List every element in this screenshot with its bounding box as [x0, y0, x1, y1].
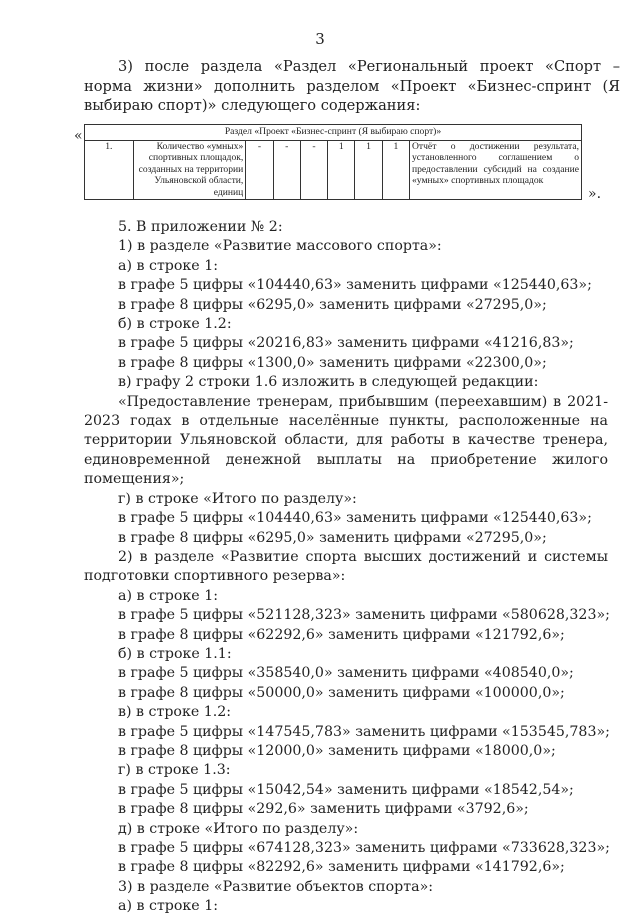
- mark-cell: 1: [328, 140, 355, 199]
- list-item: в графе 8 цифры «1300,0» заменить цифрами «22300,0»;: [118, 354, 547, 371]
- row-number: 1.: [105, 140, 113, 152]
- intro-paragraph: [84, 57, 620, 116]
- mark-cell: 1: [355, 140, 382, 199]
- list-item: в графе 8 цифры «82292,6» заменить цифрами «141792,6»;: [118, 859, 565, 876]
- indicator-text: Количество «умных» спортивных площадок, созданных на территории Ульяновской области, единиц: [138, 140, 244, 198]
- amendment-table: [84, 124, 582, 200]
- list-item: а) в строке 1:: [118, 257, 218, 274]
- list-item: а) в строке 1:: [118, 898, 218, 915]
- mark-cell: -: [300, 140, 327, 199]
- list-item: г) в строке 1.3:: [118, 762, 231, 779]
- list-item: в графе 5 цифры «20216,83» заменить цифрами «41216,83»;: [118, 335, 574, 352]
- list-item: в графе 8 цифры «292,6» заменить цифрами «3792,6»;: [118, 801, 529, 818]
- list-item: д) в строке «Итого по разделу»:: [118, 820, 359, 837]
- table-row: [85, 140, 582, 199]
- report-text: Отчёт о достижении результата, установленного соглашением о предоставлении субсидий на создание «умных» спортивных площадок: [411, 140, 579, 187]
- mark-cell: -: [273, 140, 300, 199]
- amendment-list: [84, 218, 608, 917]
- list-item: 2) в разделе «Развитие спорта высших достижений и системы подготовки спортивного резерва»:: [84, 548, 608, 585]
- page-number: 3: [315, 30, 325, 48]
- list-item: в графе 8 цифры «12000,0» заменить цифрами «18000,0»;: [118, 742, 556, 759]
- list-item: 3) в разделе «Развитие объектов спорта»:: [118, 878, 434, 895]
- list-item: в графе 5 цифры «358540,0» заменить цифрами «408540,0»;: [118, 665, 574, 682]
- list-item: в графе 5 цифры «15042,54» заменить цифрами «18542,54»;: [118, 781, 574, 798]
- mark-cell: -: [246, 140, 273, 199]
- list-item: в) графу 2 строки 1.6 изложить в следующей редакции:: [118, 374, 539, 391]
- list-item: «Предоставление тренерам, прибывшим (переехавшим) в 2021-2023 годах в отдельные населённые пункты, расположенные на территории Ульяновской области, для работы в качестве тренера, единовременной денежной выплаты на приобретение жилого помещения»;: [84, 393, 608, 488]
- mark-cell: 1: [382, 140, 409, 199]
- row-number-cell: [85, 140, 134, 199]
- list-item: в графе 8 цифры «6295,0» заменить цифрами «27295,0»;: [118, 296, 547, 313]
- table-open-quote: «: [74, 128, 83, 144]
- list-item: в графе 8 цифры «50000,0» заменить цифрами «100000,0»;: [118, 684, 565, 701]
- list-item: г) в строке «Итого по разделу»:: [118, 490, 357, 507]
- list-item: в графе 5 цифры «674128,323» заменить цифрами «733628,323»;: [118, 840, 610, 856]
- list-item: в графе 5 цифры «147545,783» заменить цифрами «153545,783»;: [118, 723, 610, 740]
- table-close-quote: ».: [588, 186, 602, 202]
- list-item: в) в строке 1.2:: [118, 704, 232, 721]
- list-item: а) в строке 1:: [118, 587, 218, 604]
- list-item: в графе 8 цифры «6295,0» заменить цифрами «27295,0»;: [118, 529, 547, 546]
- list-item: б) в строке 1.1:: [118, 645, 232, 662]
- list-item: в графе 8 цифры «62292,6» заменить цифрами «121792,6»;: [118, 626, 565, 643]
- intro-text: 3) после раздела «Раздел «Региональный проект «Спорт – норма жизни» дополнить разделом «Проект «Бизнес-спринт (Я выбираю спорт)» следующего содержания:: [84, 58, 620, 114]
- list-item: в графе 5 цифры «104440,63» заменить цифрами «125440,63»;: [118, 510, 592, 527]
- list-item: 5. В приложении № 2:: [118, 219, 283, 235]
- list-item: б) в строке 1.2:: [118, 316, 232, 333]
- list-item: в графе 5 цифры «521128,323» заменить цифрами «580628,323»;: [118, 607, 610, 624]
- indicator-cell: [133, 140, 246, 199]
- list-item: 1) в разделе «Развитие массового спорта»:: [118, 238, 442, 255]
- table-header-row: [85, 125, 582, 141]
- report-cell: [409, 140, 581, 199]
- table-section-header: Раздел «Проект «Бизнес-спринт (Я выбираю спорт)»: [85, 125, 582, 141]
- list-item: в графе 5 цифры «104440,63» заменить цифрами «125440,63»;: [118, 277, 592, 294]
